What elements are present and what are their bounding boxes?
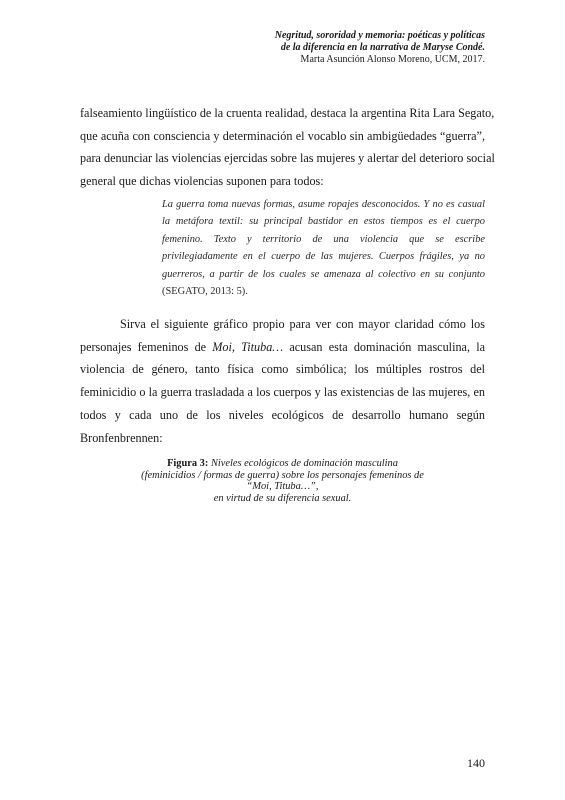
paragraph-2-line: Sirva el siguiente gráfico propio para ver con mayor claridad cómo los	[120, 317, 485, 331]
quote-citation: (SEGATO, 2013: 5).	[162, 286, 248, 298]
paragraph-2-line: feminicidio o la guerra trasladada a los cuerpos y las existencias de las mujeres, en	[80, 385, 485, 400]
caption-line-1	[80, 458, 485, 470]
quote-line: la metáfora textil: su principal bastidor en estos tiempos es el cuerpo	[162, 216, 485, 228]
paragraph-2-line: todos y cada uno de los niveles ecológicos de desarrollo humano según	[80, 407, 485, 422]
running-header	[275, 30, 485, 66]
paragraph-2-line: Bronfenbrennen:	[80, 430, 163, 445]
header-title-line-1: Negritud, sororidad y memoria: poéticas y políticas	[274, 30, 485, 41]
header-title-line-2: de la diferencia en la narrativa de Maryse Condé.	[280, 42, 485, 53]
figure-caption	[80, 458, 485, 504]
paragraph-2-line	[80, 336, 485, 359]
page-number: 140	[467, 756, 485, 770]
caption-text: Niveles ecológicos de dominación masculina	[208, 458, 398, 469]
paragraph-2-line: violencia de género, tanto física como simbólica; los múltiples rostros del	[80, 362, 485, 377]
quote-line: femenino. Texto y territorio de una violencia que se escribe	[162, 233, 485, 245]
paragraph-1	[80, 102, 495, 193]
paragraph-1-line: falseamiento lingüístico de la cruenta realidad, destaca la argentina Rita Lara Segato,	[80, 106, 495, 120]
block-quote	[162, 196, 485, 300]
quote-line: privilegiadamente en el cuerpo de las mujeres. Cuerpos frágiles, ya no	[162, 251, 485, 263]
paragraph-2-text: personajes femeninos de	[80, 339, 213, 354]
paragraph-1-line: para denunciar las violencias ejercidas sobre las mujeres y alertar del deterioro social	[80, 151, 495, 166]
quote-line: La guerra toma nuevas formas, asume ropajes desconocidos. Y no es casual	[162, 199, 485, 210]
figure-label: Figura 3:	[167, 458, 209, 469]
paragraph-2-text: acusan esta dominación masculina, la	[283, 339, 485, 354]
caption-line-4: en virtud de su diferencia sexual.	[213, 492, 352, 504]
book-title: Moi, Tituba…	[212, 339, 284, 354]
paragraph-1-line: general que dichas violencias suponen para todos:	[80, 174, 324, 189]
header-author-line: Marta Asunción Alonso Moreno, UCM, 2017.	[300, 54, 485, 65]
quote-line: guerreros, a partir de los cuales se amenaza al colectivo en su conjunto	[162, 268, 485, 280]
paragraph-2	[80, 313, 485, 449]
paragraph-1-line: que acuña con consciencia y determinación el vocablo sin ambigüedades “guerra”,	[80, 128, 485, 143]
caption-line-3: “Moi, Tituba…”,	[246, 481, 319, 492]
caption-line-2: (feminicidios / formas de guerra) sobre los personajes femeninos de	[141, 469, 424, 481]
